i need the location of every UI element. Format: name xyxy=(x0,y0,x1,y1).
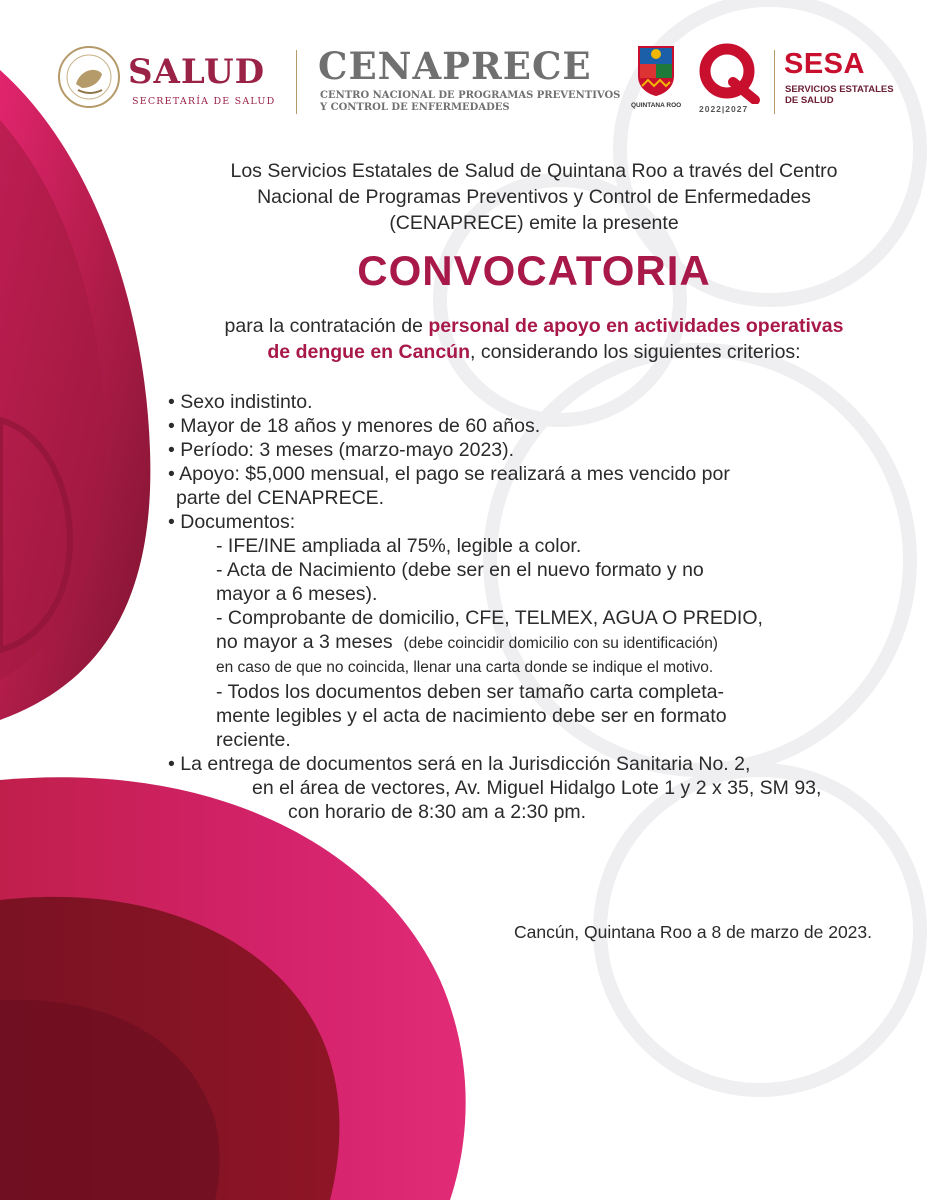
criterion-sexo: • Sexo indistinto. xyxy=(168,391,313,413)
cenaprece-subtitle-line: Y CONTROL DE ENFERMEDADES xyxy=(320,101,510,113)
sesa-logo-subtitle xyxy=(785,84,894,106)
doc-comprobante-note: (debe coincidir domicilio con su identificación) xyxy=(403,635,718,652)
doc-comprobante-term: no mayor a 3 meses xyxy=(216,631,393,653)
criterion-periodo: • Período: 3 meses (marzo-mayo 2023). xyxy=(168,439,515,461)
quintana-roo-label: QUINTANA ROO xyxy=(631,102,682,109)
header-logos xyxy=(0,30,927,130)
header-divider xyxy=(296,50,297,114)
purpose-prefix: para la contratación de xyxy=(224,315,429,337)
purpose-highlight: de dengue en Cancún xyxy=(267,341,470,363)
criterion-apoyo: • Apoyo: $5,000 mensual, el pago se realizará a mes vencido por xyxy=(168,463,730,485)
doc-todos: - Todos los documentos deben ser tamaño carta completa- xyxy=(216,681,724,703)
q-logo-years: 2022|2027 xyxy=(699,104,749,114)
intro-line: (CENAPRECE) emite la presente xyxy=(389,212,679,234)
intro-paragraph xyxy=(160,158,908,236)
salud-logo-title: SALUD xyxy=(128,52,266,92)
purpose-paragraph xyxy=(160,313,908,365)
criterion-documentos: • Documentos: xyxy=(168,511,296,533)
cenaprece-subtitle-line: CENTRO NACIONAL DE PROGRAMAS PREVENTIVOS xyxy=(320,90,621,101)
criterion-entrega-cont: con horario de 8:30 am a 2:30 pm. xyxy=(288,801,587,823)
header-divider xyxy=(774,50,775,114)
quintana-roo-shield-icon xyxy=(634,42,678,98)
criterion-apoyo-cont: parte del CENAPRECE. xyxy=(176,487,385,509)
purpose-highlight: personal de apoyo en actividades operativas xyxy=(428,315,844,337)
doc-comprobante-cont xyxy=(168,630,908,656)
doc-acta-cont: mayor a 6 meses). xyxy=(216,583,378,605)
sesa-subtitle-line: SERVICIOS ESTATALES xyxy=(785,84,894,95)
cenaprece-logo-title: CENAPRECE xyxy=(318,44,592,88)
doc-acta: - Acta de Nacimiento (debe ser en el nuevo formato y no xyxy=(216,559,704,581)
place-and-date: Cancún, Quintana Roo a 8 de marzo de 2023. xyxy=(513,922,872,942)
criterion-entrega: • La entrega de documentos será en la Jurisdicción Sanitaria No. 2, xyxy=(168,753,751,775)
doc-comprobante: - Comprobante de domicilio, CFE, TELMEX, AGUA O PREDIO, xyxy=(216,607,763,629)
cenaprece-logo-subtitle xyxy=(320,90,620,113)
criterion-entrega-cont: en el área de vectores, Av. Miguel Hidalgo Lote 1 y 2 x 35, SM 93, xyxy=(252,777,822,799)
doc-todos-cont: mente legibles y el acta de nacimiento debe ser en formato xyxy=(216,705,727,727)
criterion-edad: • Mayor de 18 años y menores de 60 años. xyxy=(168,415,541,437)
page-title: CONVOCATORIA xyxy=(357,247,711,294)
doc-todos-cont: reciente. xyxy=(216,729,291,751)
doc-comprobante-note-cont: en caso de que no coincida, llenar una carta donde se indique el motivo. xyxy=(216,659,714,676)
purpose-suffix: , considerando los siguientes criterios: xyxy=(470,341,801,363)
doc-ife: - IFE/INE ampliada al 75%, legible a color. xyxy=(216,535,582,557)
q-government-logo-icon xyxy=(695,42,763,104)
intro-line: Los Servicios Estatales de Salud de Quintana Roo a través del Centro xyxy=(230,160,838,182)
sesa-subtitle-line: DE SALUD xyxy=(785,95,834,106)
mexico-coat-of-arms-icon xyxy=(56,44,122,110)
intro-line: Nacional de Programas Preventivos y Control de Enfermedades xyxy=(257,186,811,208)
criteria-list xyxy=(168,390,908,824)
salud-logo-subtitle: SECRETARÍA DE SALUD xyxy=(132,96,276,107)
sesa-logo-title: SESA xyxy=(784,48,865,80)
